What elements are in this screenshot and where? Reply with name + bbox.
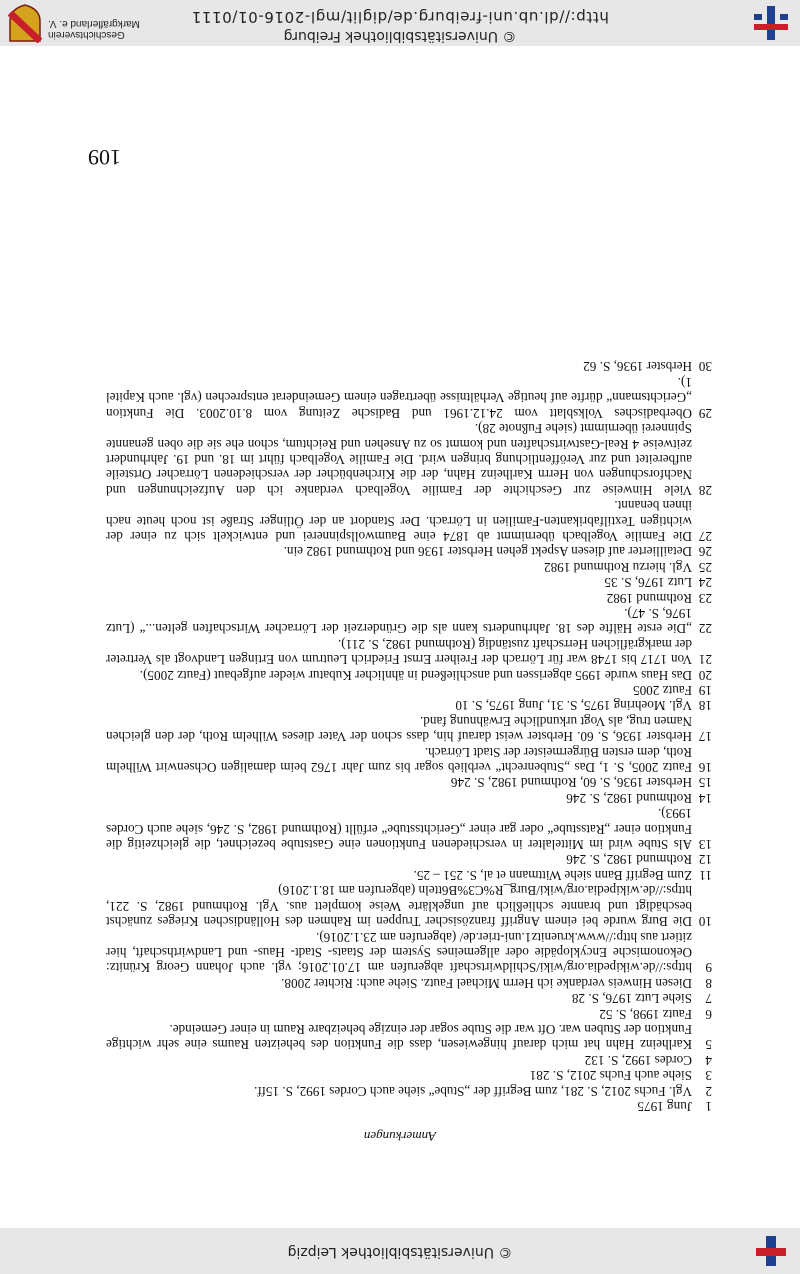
- footnote-number: 27: [698, 528, 712, 544]
- footnote-item: [106, 868, 712, 883]
- footnote-item: [106, 636, 712, 667]
- footnote-text: Als Stube wird im Mittelalter in verschiedenen Funktionen eine Gaststube bezeichnet, die gleichzeitig die Funktion einer „Ratsstube“ oder gar einer „Gerichtsstube“ erfüllt (Rothmund 1982, S. 246, siehe auch Cordes 1993).: [106, 806, 692, 853]
- footnote-text: Rothmund 1982: [606, 590, 692, 606]
- document-page: [0, 46, 800, 1228]
- footnote-text: Rothmund 1982, S. 246: [566, 852, 692, 868]
- footnote-item: [106, 975, 712, 990]
- footnote-item: [106, 606, 712, 637]
- footnote-text: Siehe auch Fuchs 2012, S. 281: [529, 1068, 692, 1084]
- permalink-url[interactable]: http://dl.ub.uni-freiburg.de/diglit/mgl-2016-01/0111: [191, 8, 609, 26]
- footnote-item: [106, 498, 712, 544]
- footnote-text: Zum Begriff Bann siehe Wittmann et al, S. 251 – 25.: [413, 867, 692, 883]
- footnote-item: [106, 713, 712, 744]
- footnote-text: Von 1717 bis 1748 war für Lörrach der Freiherr Ernst Friedrich Leutrum von Ertingen Landvogt als Vertreter der markgräflichen Herrschaft zuständig (Rothmund 1982, S. 211).: [106, 636, 692, 668]
- footnote-text: Fautz 2005, S. 1, Das „Stubenrecht“ verblieb sogar bis zum Jahr 1762 beim damaligen Ochsenwirt Wilhelm Roth, dem ersten Bürgermeister der Stadt Lörrach.: [106, 744, 692, 776]
- footnote-number: 16: [698, 760, 712, 776]
- footnote-text: Lutz 1976, S. 35: [604, 575, 692, 591]
- footnote-text: Detaillierter auf diesen Aspekt gehen Herbster 1936 und Rothmund 1982 ein.: [283, 544, 692, 560]
- footnote-number: 1: [705, 1099, 712, 1114]
- footnote-text: „Die erste Hälfte des 18. Jahrhunderts kann als die Gründerzeit der Lörracher Wirtschaften gelten...“ (Lutz 1976, S. 47).: [106, 606, 692, 637]
- footnote-text: Die Burg wurde bei einem Angriff französischer Truppen im Rahmen des Holländischen Krieges zunächst beschädigt und brannte schließlich auf ungeklärte Weise komplett aus. Vgl. Rothmund 1982, S. 221, https://de.wikipedia.org/wiki/Burg_R%C3%B6tteln (abgerufen am 18.1.2016): [106, 883, 692, 930]
- footnote-text: Oberbadisches Volksblatt vom 24.12.1961 und Badische Zeitung vom 8.10.2003. Die Funktion „Gerichtsmann“ dürfte auf heutige Verhältnisse übertragen einem Gemeinderat entsprechen (vgl. auch Kapitel 1).: [106, 374, 692, 421]
- footnote-item: [106, 744, 712, 775]
- footnote-text: Das Haus wurde 1995 abgerissen und anschließend in ähnlicher Kubatur wieder aufgebaut (Fautz 2005).: [139, 667, 692, 683]
- footnote-text: Cordes 1992, S. 132: [584, 1052, 692, 1068]
- footnote-number: 2: [705, 1083, 712, 1099]
- footnote-text: Die Familie Vogelbach übernimmt ab 1874 eine Baumwollspinnerei und entwickelt sich zu einer der wichtigen Textilfabrikanten-Familien in Lörrach. Der Standort an der Ötlinger Straße ist noch heute nach ihnen benannt.: [106, 498, 692, 544]
- footnote-item: [106, 559, 712, 574]
- footnote-text: Jung 1975: [637, 1099, 692, 1114]
- footnote-item: [106, 929, 712, 975]
- footnote-item: [106, 575, 712, 590]
- footnote-item: [106, 883, 712, 929]
- viewer-header-bar: [0, 1228, 800, 1274]
- footnote-text: Herbster 1936, S. 60. Herbster weist darauf hin, dass schon der Vater dieses Wilhelm Roth, der den gleichen Namen trug, als Vogt urkundliche Erwähnung fand.: [106, 713, 692, 745]
- footnote-number: 21: [698, 652, 712, 668]
- footnote-text: Vgl. hierzu Rothmund 1982: [544, 559, 692, 575]
- footnote-number: 4: [705, 1052, 712, 1068]
- footnote-number: 14: [698, 790, 712, 806]
- footnote-text: Viele Hinweise zur Geschichte der Familie Vogelbach verdanke ich den Aufzeichnungen und Nachforschungen von Herrn Karlheinz Hahn, der die Kirchenbücher der verschiedenen Lörracher Ortsteile aufbereitet und zur Veröffentlichung bringen wird. Die Familie Vogelbach führt im 18. und 19. Jahrhundert zeitweise 4 Real-Gastwirtschaften und kommt so zu Ansehen und Reichtum, schon ehe sie die oben genannte Spinnerei übernimmt (siehe Fußnote 28).: [106, 421, 692, 498]
- footnote-number: 18: [698, 698, 712, 714]
- footnote-item: [106, 375, 712, 421]
- footnote-item: [106, 806, 712, 852]
- footnote-number: 15: [698, 775, 712, 791]
- footnote-item: [106, 421, 712, 498]
- footnote-number: 29: [698, 405, 712, 421]
- footnote-number: 5: [705, 1037, 712, 1053]
- footnote-item: [106, 590, 712, 605]
- footnote-item: [106, 1068, 712, 1083]
- footnote-number: 25: [698, 559, 712, 575]
- society-name-line1: Geschichtsverein: [48, 29, 125, 40]
- footnote-number: 19: [698, 683, 712, 699]
- footnote-number: 26: [698, 544, 712, 560]
- society-name: [48, 18, 168, 40]
- footnote-number: 13: [698, 837, 712, 853]
- footnote-text: https://de.wikipedia.org/wiki/Schildwirtschaft abgerufen am 17.01.2016; vgl. auch Johann Georg Krünitz: Oekonomische Encyklopädie oder allgemeines System der Staats- Stadt- Haus- und Landwirthschaft, hier zitiert aus http://www.kruenitz1.uni-trier.de/ (abgerufen am 23.1.2016).: [106, 929, 692, 976]
- footnote-text: Karlheinz Hahn hat mich darauf hingewiesen, dass die Funktion des beheizten Raums eine sehr wichtige Funktion der Stuben war. Oft war die Stube sogar der einzige beheizbare Raum in einer Gemeinde.: [106, 1021, 692, 1053]
- footnote-number: 6: [705, 1006, 712, 1022]
- footnote-number: 20: [698, 667, 712, 683]
- footnote-number: 12: [698, 852, 712, 868]
- footnote-item: [106, 790, 712, 805]
- footnote-item: [106, 698, 712, 713]
- footnote-text: Rothmund 1982, S. 246: [566, 790, 692, 806]
- footnote-number: 30: [698, 359, 712, 375]
- coat-of-arms-icon: [8, 3, 42, 43]
- footnote-number: 8: [705, 975, 712, 991]
- footnote-item: [106, 991, 712, 1006]
- footnote-number: 22: [698, 621, 712, 637]
- viewer-footer-bar: [0, 0, 800, 46]
- footnote-number: 9: [705, 960, 712, 976]
- footnote-text: Herbster 1936, S. 60, Rothmund 1982, S. 246: [450, 775, 692, 791]
- footnote-item: [106, 1052, 712, 1067]
- society-name-line2: Markgräflerland e. V.: [48, 18, 140, 29]
- footnote-text: Vgl. Fuchs 2012, S. 281, zum Begriff der „Stube“ siehe auch Cordes 1992, S. 15ff.: [254, 1083, 692, 1099]
- footnote-item: [106, 852, 712, 867]
- footnote-number: 11: [699, 867, 712, 883]
- footnote-item: [106, 359, 712, 374]
- footnote-number: 7: [705, 991, 712, 1007]
- footnote-number: 28: [698, 482, 712, 498]
- footnote-text: Herbster 1936, S. 62: [583, 359, 692, 375]
- footnote-text: Fautz 2005: [633, 683, 692, 699]
- footnote-item: [106, 1083, 712, 1098]
- footnote-text: Diesen Hinweis verdanke ich Herrn Michael Fautz. Siehe auch: Richter 2008.: [281, 975, 692, 991]
- footnote-item: [106, 667, 712, 682]
- footnote-number: 10: [698, 914, 712, 930]
- footnote-number: 24: [698, 575, 712, 591]
- footnote-text: Fautz 1998, S. 52: [599, 1006, 692, 1022]
- footnote-number: 17: [698, 729, 712, 745]
- footnotes-list: [106, 359, 712, 1114]
- footnote-number: 23: [698, 590, 712, 606]
- footnote-number: 3: [705, 1068, 712, 1084]
- footnote-item: [106, 775, 712, 790]
- page-number: 109: [88, 145, 121, 170]
- footnote-item: [106, 683, 712, 698]
- footnote-item: [106, 544, 712, 559]
- header-copyright: © Universitätsbibliothek Leipzig: [287, 1244, 513, 1260]
- section-heading: Anmerkungen: [363, 1129, 437, 1144]
- footnote-text: Siehe Lutz 1976, S. 28: [571, 991, 692, 1007]
- footnote-item: [106, 1099, 712, 1114]
- footnote-item: [106, 1022, 712, 1053]
- footnote-item: [106, 1006, 712, 1021]
- footer-copyright: © Universitätsbibliothek Freiburg: [283, 28, 517, 44]
- footnote-text: Vgl. Moehring 1975, S. 31, Jung 1975, S. 10: [455, 698, 692, 714]
